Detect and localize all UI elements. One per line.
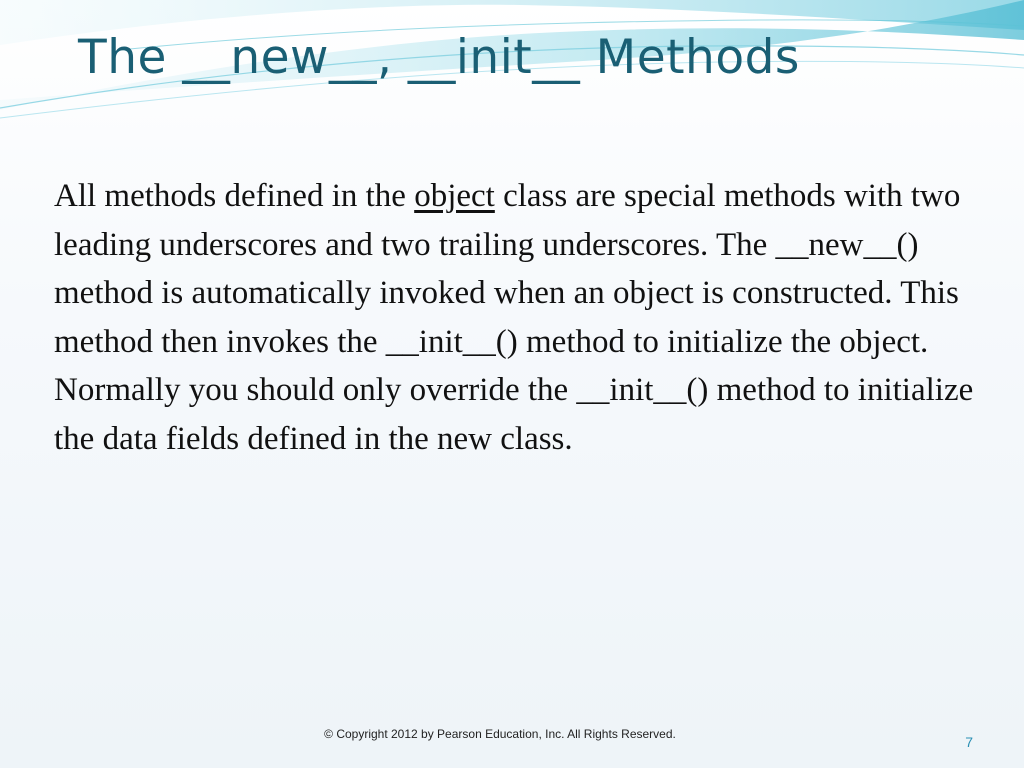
- slide-title: The __new__, __init__ Methods: [78, 30, 800, 85]
- body-text-part-2: class are special methods with two leading underscores and two trailing underscores. The __new__() method is automatically invoked when an object is constructed. This method then invokes the __init__() method to initialize the object. Normally you should only override the __init__() method to initialize the data fields defined in the new class.: [54, 178, 974, 457]
- object-class-link[interactable]: object: [414, 178, 495, 214]
- copyright-footer: © Copyright 2012 by Pearson Education, Inc. All Rights Reserved.: [324, 727, 676, 741]
- page-number: 7: [965, 734, 973, 750]
- body-text-part-1: All methods defined in the: [54, 178, 415, 214]
- slide-body-text: [54, 172, 984, 463]
